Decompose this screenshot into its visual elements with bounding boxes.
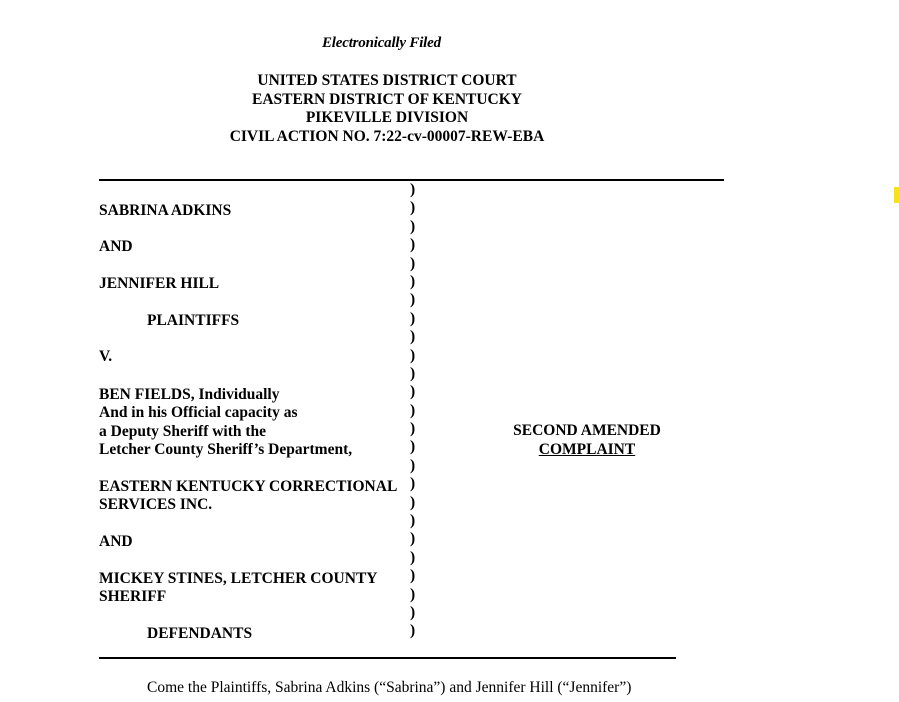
caption-paren: ) <box>410 401 416 419</box>
caption-paren: ) <box>410 181 416 198</box>
defendant-2-line: SERVICES INC. <box>99 496 213 514</box>
defendants-label: DEFENDANTS <box>147 625 253 642</box>
document-title-line2: COMPLAINT <box>538 441 636 458</box>
caption-paren: ) <box>410 512 416 530</box>
caption-paren: ) <box>410 548 416 566</box>
defendant-and: AND <box>99 533 133 550</box>
caption-paren: ) <box>410 328 416 346</box>
caption-paren: ) <box>410 493 416 511</box>
defendant-1-line: a Deputy Sheriff with the <box>99 422 267 440</box>
caption-paren: ) <box>410 585 416 603</box>
caption-paren: ) <box>410 364 416 382</box>
defendant-3 <box>99 570 377 607</box>
caption-paren: ) <box>410 309 416 327</box>
defendant-3-line: MICKEY STINES, LETCHER COUNTY <box>99 570 378 587</box>
caption-parenthesis-column <box>410 181 415 641</box>
caption-paren: ) <box>410 383 416 401</box>
highlight-marker <box>894 187 899 203</box>
versus-label: V. <box>99 348 113 365</box>
caption-paren: ) <box>410 530 416 548</box>
defendant-2 <box>99 478 397 515</box>
caption-paren: ) <box>410 622 416 640</box>
civil-action-number: CIVIL ACTION NO. 7:22-cv-00007-REW-EBA <box>229 128 545 145</box>
document-title <box>492 421 682 459</box>
caption-paren: ) <box>410 199 416 217</box>
defendant-1 <box>99 386 352 460</box>
defendant-1-line: BEN FIELDS, Individually <box>99 386 280 403</box>
caption-paren: ) <box>410 567 416 585</box>
district-name: EASTERN DISTRICT OF KENTUCKY <box>251 91 523 108</box>
caption-paren: ) <box>410 236 416 254</box>
caption-paren: ) <box>410 272 416 290</box>
court-name: UNITED STATES DISTRICT COURT <box>257 72 517 89</box>
defendant-3-line: SHERIFF <box>99 588 167 606</box>
caption-paren: ) <box>410 438 416 456</box>
plaintiff-1: SABRINA ADKINS <box>99 202 232 219</box>
plaintiff-and: AND <box>99 238 133 255</box>
caption-paren: ) <box>410 475 416 493</box>
caption-paren: ) <box>410 603 416 621</box>
defendant-1-line: Letcher County Sheriff’s Department, <box>99 441 353 459</box>
caption-paren: ) <box>410 291 416 309</box>
defendant-2-line: EASTERN KENTUCKY CORRECTIONAL <box>99 478 398 495</box>
caption-paren: ) <box>410 217 416 235</box>
caption-bottom-rule <box>99 657 676 659</box>
document-title-line1: SECOND AMENDED <box>513 422 661 439</box>
plaintiff-2: JENNIFER HILL <box>99 275 220 292</box>
caption-paren: ) <box>410 254 416 272</box>
opening-paragraph: Come the Plaintiffs, Sabrina Adkins (“Sabrina”) and Jennifer Hill (“Jennifer”) <box>147 679 632 696</box>
division-name: PIKEVILLE DIVISION <box>305 109 469 126</box>
caption-paren: ) <box>410 420 416 438</box>
caption-paren: ) <box>410 456 416 474</box>
plaintiffs-label: PLAINTIFFS <box>147 312 240 329</box>
defendant-1-line: And in his Official capacity as <box>99 404 298 422</box>
electronically-filed-label: Electronically Filed <box>322 35 441 51</box>
caption-paren: ) <box>410 346 416 364</box>
